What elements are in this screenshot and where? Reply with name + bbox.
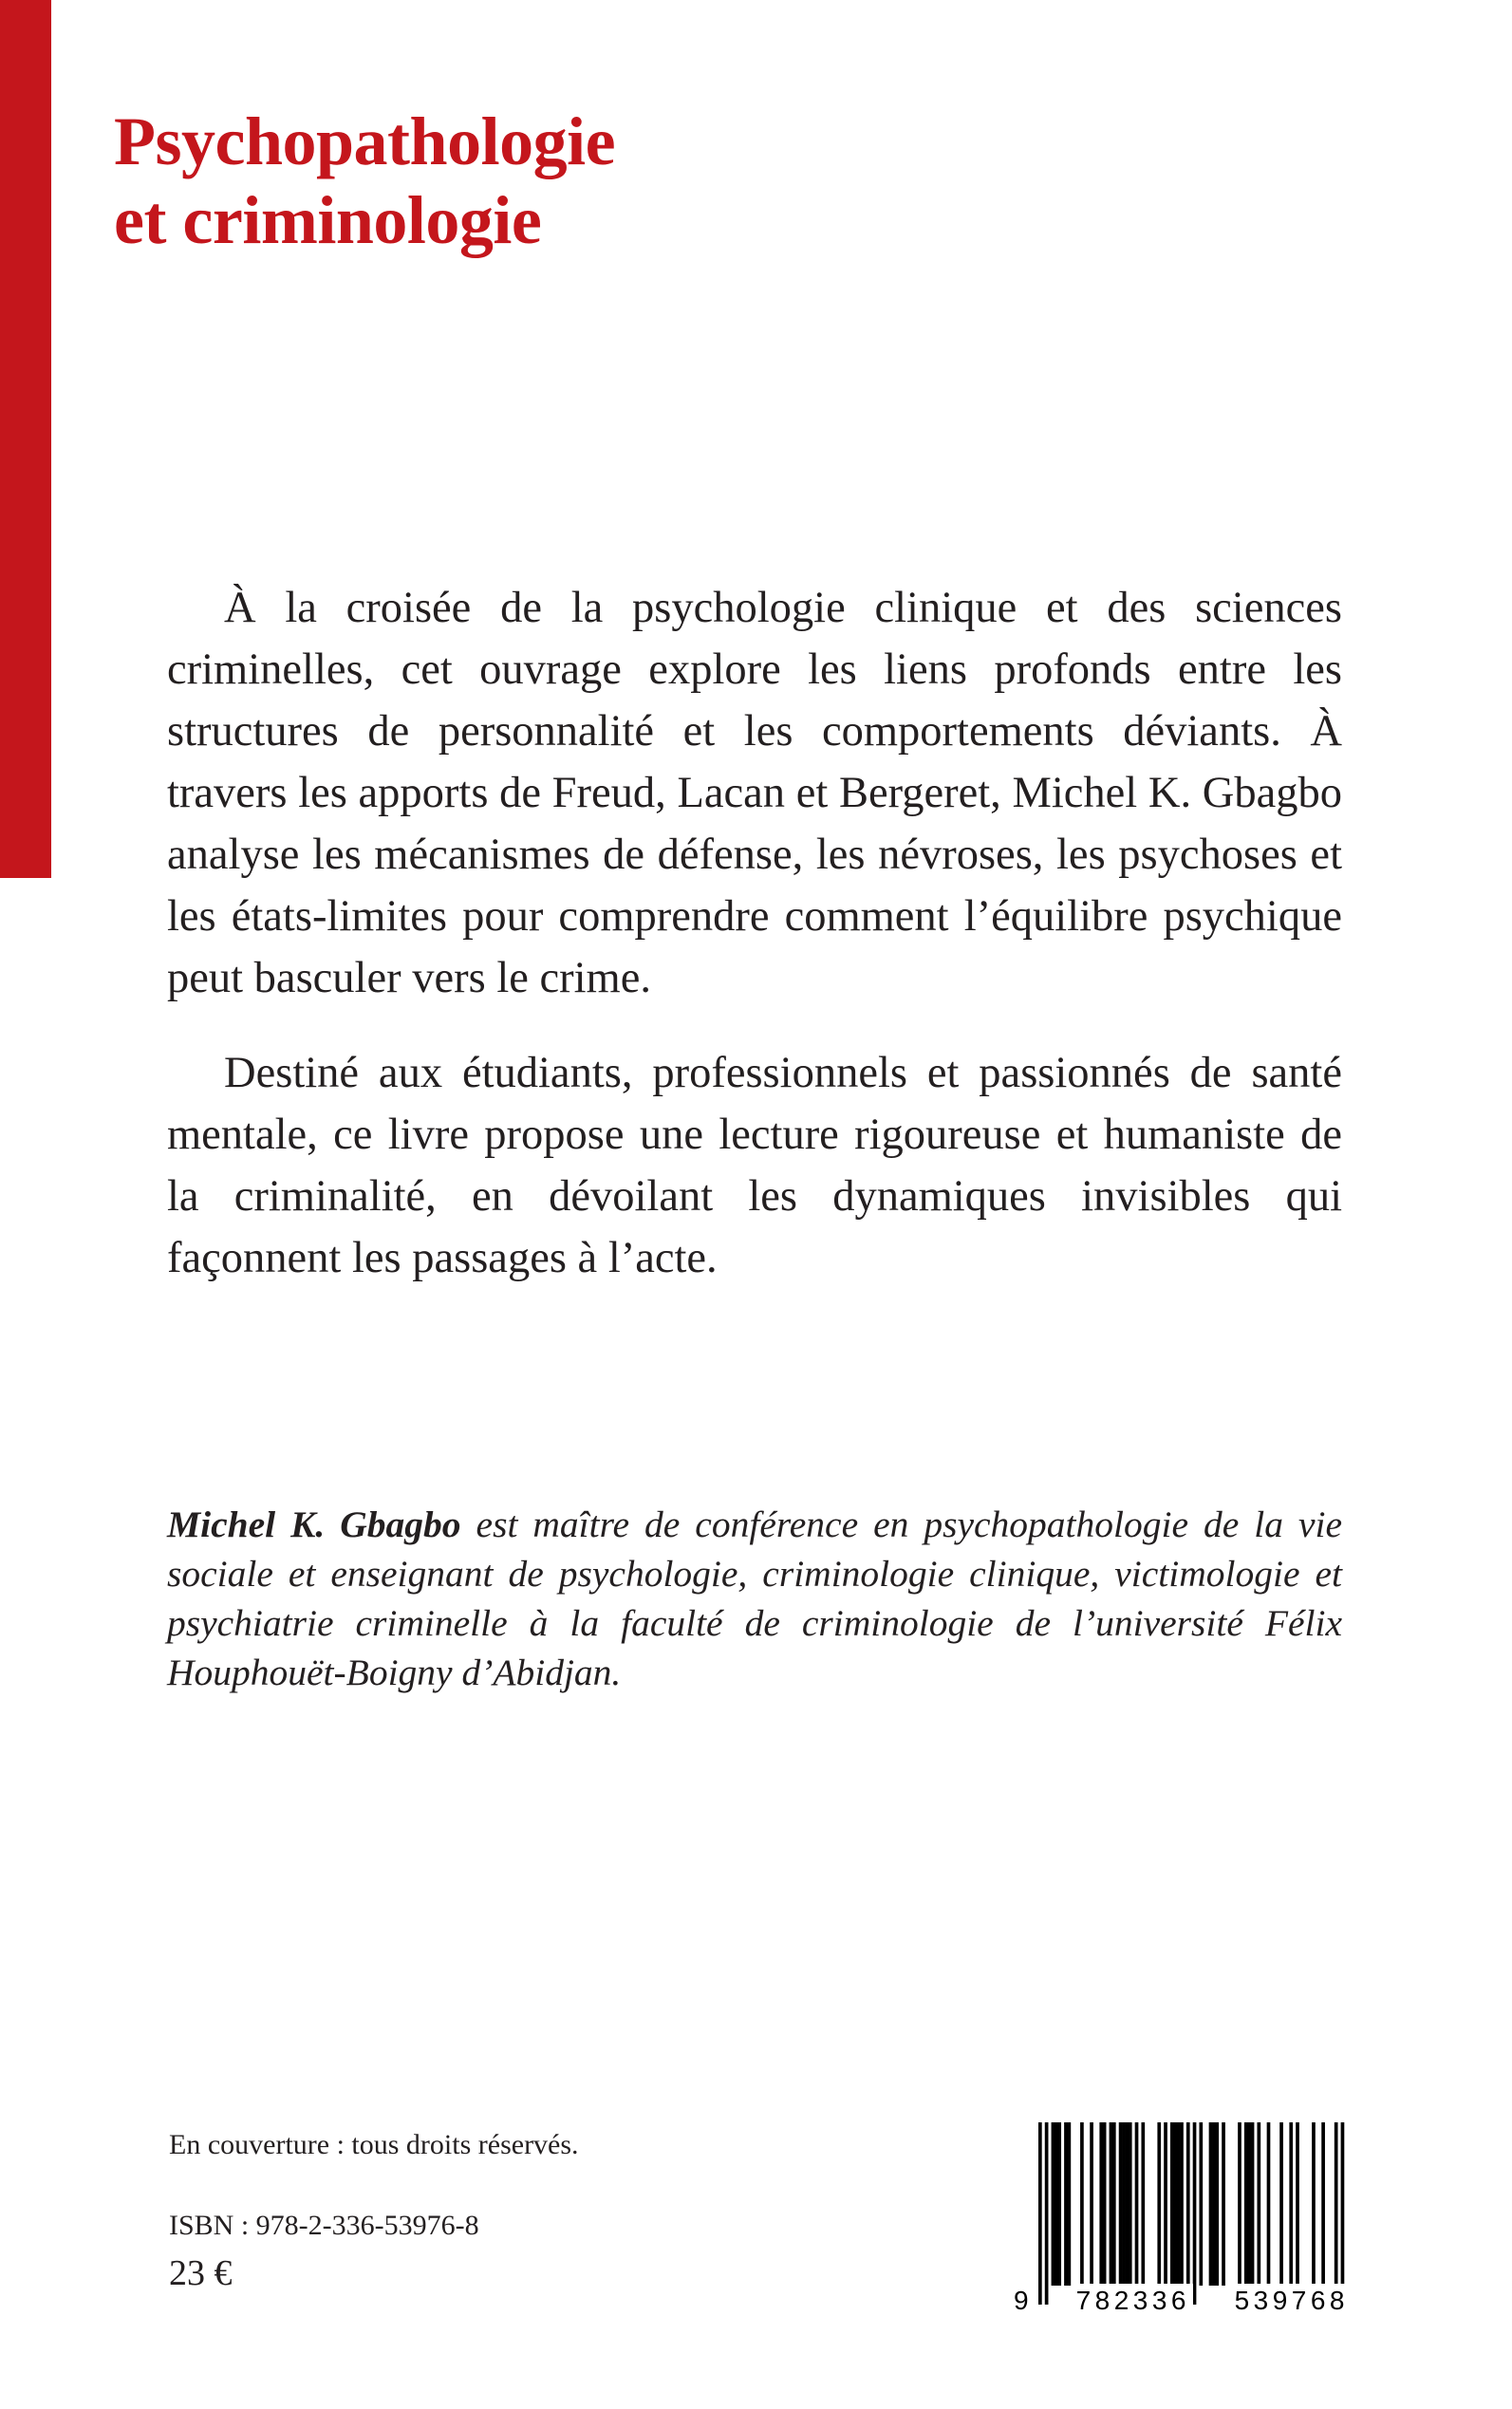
barcode-bar [1238,2122,1241,2286]
barcode-bar [1247,2122,1251,2286]
barcode-bar [1038,2122,1042,2305]
barcode-bar [1180,2122,1184,2286]
barcode-bar [1157,2122,1161,2286]
barcode-bar [1341,2122,1345,2305]
barcode-bar [1080,2122,1084,2286]
price: 23 € [169,2253,233,2293]
barcode-bar [1164,2122,1167,2286]
isbn: ISBN : 978-2-336-53976-8 [169,2210,479,2241]
cover-credit: En couverture : tous droits réservés. [169,2129,579,2160]
barcode-bar [1099,2122,1103,2286]
barcode-bar [1279,2122,1283,2286]
barcode-bar [1199,2122,1203,2286]
barcode-bar [1193,2122,1197,2305]
barcode-bar [1312,2122,1316,2286]
barcode-bar [1173,2122,1177,2286]
barcode-bar [1212,2122,1216,2286]
barcode-group-2: 539768 [1232,2284,1352,2318]
author-bio-text: est maître de conférence en psychopathologie de la vie sociale et enseignant de psychologie, criminologie clinique, victimologie et psychiatrie criminelle à la faculté de criminologie de l’université Félix Houphouët-Boigny d’Abidjan. [167,1503,1342,1693]
barcode-bar [1209,2122,1213,2286]
title-line-2: et criminologie [114,182,542,258]
barcode-group-1: 782336 [1073,2284,1193,2318]
synopsis-paragraph-1: À la croisée de la psychologie clinique et des sciences criminelles, cet ouvrage explore les liens profonds entre les structures de personnalité et les comportements déviants. À travers les apports de Freud, Lacan et Bergeret, Michel K. Gbagbo analyse les mécanismes de défense, les névroses, les psychoses et les états-limites pour comprendre comment l’équilibre psychique peut basculer vers le crime. [167,584,1342,1002]
barcode-bar [1215,2122,1219,2286]
barcode-bar [1103,2122,1107,2286]
synopsis-paragraph-2: Destiné aux étudiants, professionnels et passionnés de santé mentale, ce livre propose une lecture rigoureuse et humaniste de la criminalité, en dévoilant les dynamiques invisibles qui façonnent les passages à l’acte. [167,1049,1342,1282]
barcode-bar [1055,2122,1058,2286]
red-accent-bar [0,0,51,878]
barcode-bar [1335,2122,1338,2305]
barcode-bar [1064,2122,1068,2286]
barcode-bar [1267,2122,1271,2286]
barcode-bar [1257,2122,1260,2286]
barcode-bar [1110,2122,1113,2286]
barcode-bar [1129,2122,1132,2286]
barcode-bar [1122,2122,1126,2286]
barcode-bar [1052,2122,1055,2286]
barcode-bar [1141,2122,1145,2286]
barcode-digits [1014,2284,1352,2318]
barcode-bar [1126,2122,1129,2286]
book-title [114,103,615,260]
barcode-bar [1244,2122,1248,2286]
barcode-bar [1170,2122,1174,2286]
title-line-1: Psychopathologie [114,103,616,179]
barcode-bar [1045,2122,1049,2305]
barcode-bar [1135,2122,1139,2286]
barcode-bar [1289,2122,1293,2286]
barcode-bar [1068,2122,1072,2286]
author-name: Michel K. Gbagbo [167,1503,461,1545]
barcode-bar [1321,2122,1325,2286]
barcode-bar [1186,2122,1190,2305]
barcode-bar [1057,2122,1061,2286]
isbn-barcode [1014,2122,1352,2318]
barcode-bar [1251,2122,1255,2286]
author-bio [167,1500,1342,1697]
barcode-bar [1177,2122,1181,2286]
barcode-bar [1296,2122,1299,2286]
barcode-bar [1119,2122,1123,2286]
barcode-bar [1222,2122,1225,2286]
barcode-lead-digit: 9 [1014,2286,1029,2315]
barcode-bar [1112,2122,1116,2286]
barcode-bar [1090,2122,1093,2286]
